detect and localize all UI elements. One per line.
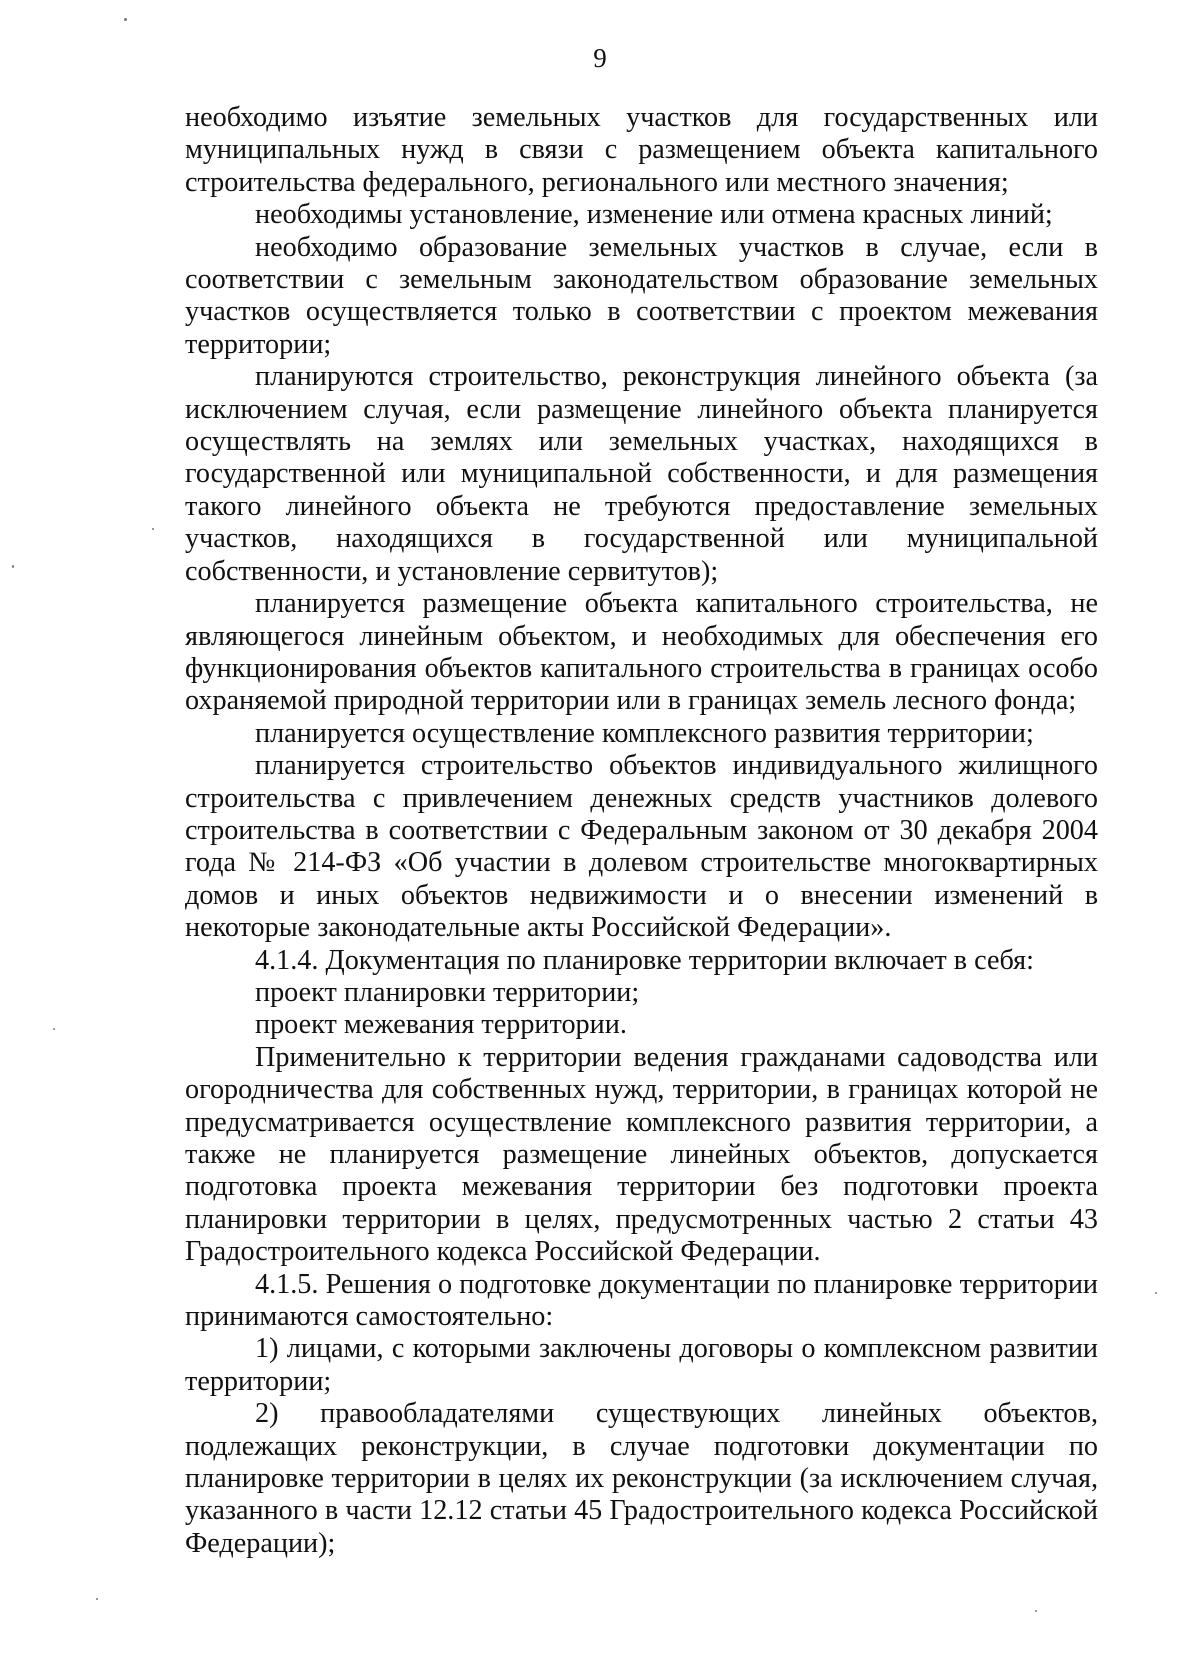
scan-speck (1035, 1610, 1037, 1612)
paragraph-10: проект межевания территории. (255, 1009, 627, 1041)
paragraph-14: 2) правообладателями существующих линейных объектов, подлежащих реконструкции, в случае подготовки документации по планировке территории в целях их реконструкции (за исключением случая, указанного в части 12.12 статьи 45 Градостроительного кодекса Российской Федерации); (185, 1398, 1098, 1559)
paragraph-3: необходимо образование земельных участков в случае, если в соответствии с земельным законодательством образование земельных участков осуществляется только в соответствии с проектом межевания территории; (185, 231, 1098, 360)
paragraph-13: 1) лицами, с которыми заключены договоры о комплексном развитии территории; (185, 1333, 1098, 1397)
page-number: 9 (593, 43, 607, 73)
scan-speck (152, 528, 154, 530)
scan-speck (124, 18, 127, 21)
paragraph-7: планируется строительство объектов индивидуального жилищного строительства с привлечением денежных средств участников долевого строительства в соответствии с Федеральным законом от 30 декабря 2004 года № 214-ФЗ «Об участии в долевом строительстве многоквартирных домов и иных объектов недвижимости и о внесении изменений в некоторые законодательные акты Российской Федерации». (185, 750, 1098, 944)
scan-speck (53, 1028, 55, 1030)
scan-speck (1155, 1292, 1157, 1294)
paragraph-5: планируется размещение объекта капитального строительства, не являющегося линейным объектом, и необходимых для обеспечения его функционирования объектов капитального строительства в границах особо охраняемой природной территории или в границах земель лесного фонда; (185, 588, 1098, 717)
paragraph-2: необходимы установление, изменение или отмена красных линий; (255, 199, 1053, 231)
paragraph-9: проект планировки территории; (255, 976, 640, 1008)
document-body (185, 102, 1098, 1560)
paragraph-11: Применительно к территории ведения гражданами садоводства или огородничества для собственных нужд, территории, в границах которой не предусматривается осуществление комплексного развития территории, а также не планируется размещение линейных объектов, допускается подготовка проекта межевания территории без подготовки проекта планировки территории в целях, предусмотренных частью 2 статьи 43 Градостроительного кодекса Российской Федерации. (185, 1041, 1098, 1268)
paragraph-6: планируется осуществление комплексного развития территории; (255, 717, 1034, 749)
scan-speck (96, 1598, 98, 1600)
scan-speck (12, 565, 14, 568)
paragraph-1: необходимо изъятие земельных участков для государственных или муниципальных нужд в связи с размещением объекта капитального строительства федерального, регионального или местного значения; (185, 102, 1098, 198)
paragraph-8: 4.1.4. Документация по планировке территории включает в себя: (255, 944, 1034, 976)
paragraph-12: 4.1.5. Решения о подготовке документации по планировке территории принимаются самостоятельно: (185, 1268, 1098, 1333)
paragraph-4: планируются строительство, реконструкция линейного объекта (за исключением случая, если размещение линейного объекта планируется осуществлять на землях или земельных участках, находящихся в государственной или муниципальной собственности, и для размещения такого линейного объекта не требуются предоставление земельных участков, находящихся в государственной или муниципальной собственности, и установление сервитутов); (185, 361, 1098, 587)
